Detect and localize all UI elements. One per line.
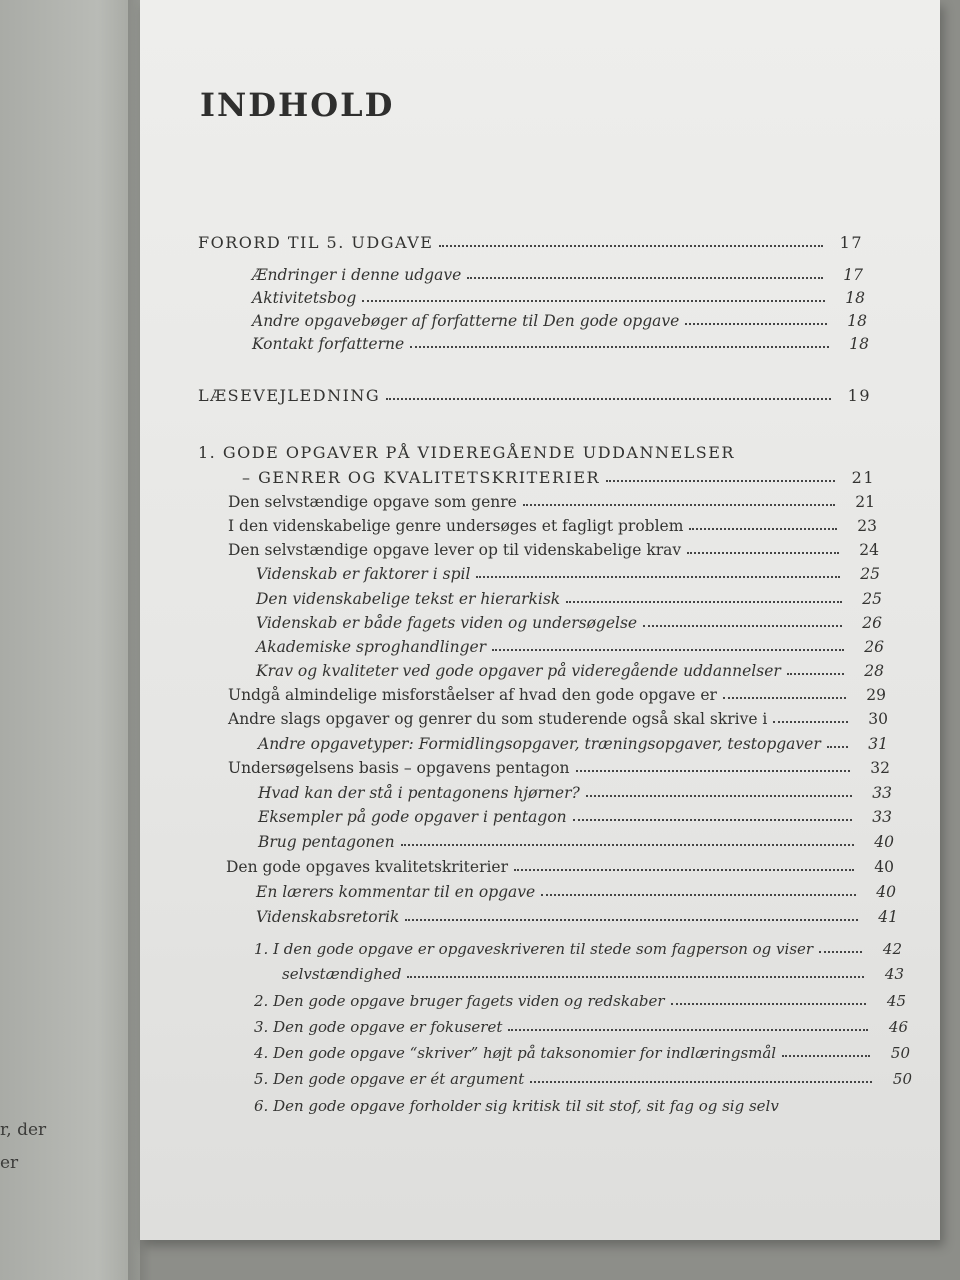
toc-entry-title: Andre opgavetyper: Formidlingsopgaver, træningsopgaver, testopgaver (258, 735, 821, 753)
dot-leader (407, 976, 864, 978)
toc-entry-title: 6. Den gode opgave forholder sig kritisk til sit stof, sit fag og sig selv (254, 1097, 779, 1115)
toc-entry-title: Brug pentagonen (258, 833, 395, 851)
toc-entry-title: Videnskab er faktorer i spil (256, 565, 471, 583)
dot-leader (476, 576, 840, 578)
toc-page-number: 40 (876, 883, 896, 901)
toc-page-number: 43 (884, 965, 904, 983)
toc-entry[interactable] (228, 686, 886, 704)
dot-leader (606, 480, 835, 482)
dot-leader (687, 552, 839, 554)
dot-leader (819, 951, 862, 953)
left-page-text-fragment: r, der (0, 1120, 47, 1140)
toc-section-laesevejledning[interactable] (198, 386, 871, 405)
toc-entry-title: Undersøgelsens basis – opgavens pentagon (228, 759, 570, 777)
toc-entry-title: 5. Den gode opgave er ét argument (254, 1070, 525, 1088)
toc-page-number: 18 (849, 335, 869, 353)
toc-page-number: 23 (857, 517, 877, 535)
toc-entry-title: selvstændighed (282, 965, 402, 983)
toc-page-number: 46 (888, 1018, 908, 1036)
toc-chapter-1-title[interactable]: 1. GODE OPGAVER PÅ VIDEREGÅENDE UDDANNELSER (198, 443, 735, 462)
left-page-text-fragment: er (0, 1153, 19, 1173)
toc-entry-title: 2. Den gode opgave bruger fagets viden og redskaber (254, 992, 665, 1010)
toc-entry-title: Hvad kan der stå i pentagonens hjørner? (258, 784, 580, 802)
toc-page-number: 41 (878, 908, 898, 926)
toc-entry[interactable] (228, 517, 877, 535)
toc-entry-title: Akademiske sproghandlinger (256, 638, 487, 656)
toc-entry[interactable] (256, 883, 896, 901)
toc-entry-title: Andre slags opgaver og genrer du som studerende også skal skrive i (228, 710, 768, 728)
toc-page-number: 18 (845, 289, 865, 307)
toc-page-number: 17 (839, 233, 863, 252)
toc-entry-title: I den videnskabelige genre undersøges et fagligt problem (228, 517, 684, 535)
dot-leader (566, 601, 842, 603)
toc-entry-title: LÆSEVEJLEDNING (198, 386, 381, 405)
toc-entry[interactable] (258, 808, 892, 826)
toc-page-number: 25 (862, 590, 882, 608)
toc-entry[interactable] (256, 590, 882, 608)
toc-entry-title: Kontakt forfatterne (252, 335, 405, 353)
toc-entry[interactable] (254, 940, 902, 958)
toc-page-number: 31 (868, 735, 888, 753)
toc-entry[interactable] (252, 289, 865, 307)
toc-entry-title: Aktivitetsbog (252, 289, 357, 307)
toc-page-number: 17 (843, 266, 863, 284)
toc-entry-title: Eksempler på gode opgaver i pentagon (258, 808, 567, 826)
toc-chapter-1-subtitle[interactable] (242, 468, 875, 487)
toc-entry[interactable] (254, 1070, 912, 1088)
toc-entry-title: Krav og kvaliteter ved gode opgaver på videregående uddannelser (256, 662, 781, 680)
dot-leader (439, 245, 823, 247)
toc-entry[interactable] (226, 858, 894, 876)
toc-page-number: 24 (859, 541, 879, 559)
dot-leader (362, 300, 825, 302)
toc-page-number: 33 (872, 808, 892, 826)
toc-entry[interactable] (258, 833, 894, 851)
toc-page (140, 0, 940, 1240)
dot-leader (685, 323, 827, 325)
toc-page-number: 32 (870, 759, 890, 777)
toc-page-number: 50 (890, 1044, 910, 1062)
toc-page-number: 42 (882, 940, 902, 958)
toc-entry[interactable] (254, 1044, 910, 1062)
dot-leader (827, 746, 848, 748)
toc-entry[interactable] (254, 1097, 854, 1115)
toc-entry[interactable] (228, 493, 875, 511)
toc-entry-title: Videnskab er både fagets viden og undersøgelse (256, 614, 638, 632)
toc-entry[interactable] (282, 965, 904, 983)
dot-leader (514, 869, 854, 871)
toc-page-number: 40 (874, 833, 894, 851)
toc-entry-title: – GENRER OG KVALITETSKRITERIER (242, 468, 601, 487)
page-title: INDHOLD (200, 86, 395, 124)
toc-entry[interactable] (252, 335, 869, 353)
toc-entry-title: 3. Den gode opgave er fokuseret (254, 1018, 503, 1036)
toc-entry-title: Andre opgavebøger af forfatterne til Den gode opgave (252, 312, 680, 330)
toc-entry[interactable] (258, 784, 892, 802)
toc-entry-title: En lærers kommentar til en opgave (256, 883, 536, 901)
toc-page-number: 19 (847, 386, 871, 405)
dot-leader (467, 277, 823, 279)
dot-leader (773, 721, 848, 723)
toc-page-number: 29 (866, 686, 886, 704)
toc-entry-title: FORORD TIL 5. UDGAVE (198, 233, 434, 252)
toc-page-number: 25 (860, 565, 880, 583)
toc-entry-title: Undgå almindelige misforståelser af hvad den gode opgave er (228, 686, 717, 704)
dot-leader (508, 1029, 868, 1031)
toc-entry-title: Den videnskabelige tekst er hierarkisk (256, 590, 561, 608)
dot-leader (410, 346, 829, 348)
left-page (0, 0, 140, 1280)
toc-entry[interactable] (254, 1018, 908, 1036)
toc-entry[interactable] (228, 710, 888, 728)
toc-page-number: 40 (874, 858, 894, 876)
toc-entry[interactable] (252, 312, 867, 330)
toc-entry[interactable] (256, 908, 898, 926)
toc-entry-title: Den gode opgaves kvalitetskriterier (226, 858, 509, 876)
toc-entry-title: Den selvstændige opgave lever op til videnskabelige krav (228, 541, 682, 559)
toc-entry-title: Ændringer i denne udgave (252, 266, 462, 284)
toc-entry-title: 4. Den gode opgave “skriver” højt på taksonomier for indlæringsmål (254, 1044, 777, 1062)
toc-entry-title: Videnskabsretorik (256, 908, 400, 926)
toc-page-number: 33 (872, 784, 892, 802)
dot-leader (782, 1055, 870, 1057)
toc-entry[interactable] (228, 759, 890, 777)
toc-page-number: 50 (892, 1070, 912, 1088)
dot-leader (523, 504, 835, 506)
toc-page-number: 45 (886, 992, 906, 1010)
dot-leader (492, 649, 844, 651)
toc-entry[interactable] (256, 638, 884, 656)
dot-leader (401, 844, 854, 846)
dot-leader (386, 398, 831, 400)
toc-page-number: 26 (862, 614, 882, 632)
toc-section-forord[interactable] (198, 233, 863, 252)
toc-entry[interactable] (256, 662, 884, 680)
toc-entry[interactable] (252, 266, 863, 284)
toc-entry-title: Den selvstændige opgave som genre (228, 493, 517, 511)
dot-leader (405, 919, 858, 921)
toc-page-number: 26 (864, 638, 884, 656)
toc-entry[interactable] (228, 541, 879, 559)
dot-leader (787, 673, 844, 675)
dot-leader (576, 770, 850, 772)
dot-leader (643, 625, 842, 627)
toc-entry-title: 1. I den gode opgave er opgaveskriveren til stede som fagperson og viser (254, 940, 814, 958)
toc-page-number: 18 (847, 312, 867, 330)
dot-leader (689, 528, 837, 530)
dot-leader (723, 697, 846, 699)
dot-leader (671, 1003, 866, 1005)
dot-leader (573, 819, 852, 821)
toc-page-number: 21 (851, 468, 875, 487)
dot-leader (586, 795, 852, 797)
toc-entry[interactable] (256, 614, 882, 632)
toc-page-number: 21 (855, 493, 875, 511)
toc-entry[interactable] (256, 565, 880, 583)
toc-page-number: 28 (864, 662, 884, 680)
toc-entry[interactable] (258, 735, 888, 753)
dot-leader (541, 894, 856, 896)
toc-entry[interactable] (254, 992, 906, 1010)
dot-leader (530, 1081, 872, 1083)
toc-page-number: 30 (868, 710, 888, 728)
